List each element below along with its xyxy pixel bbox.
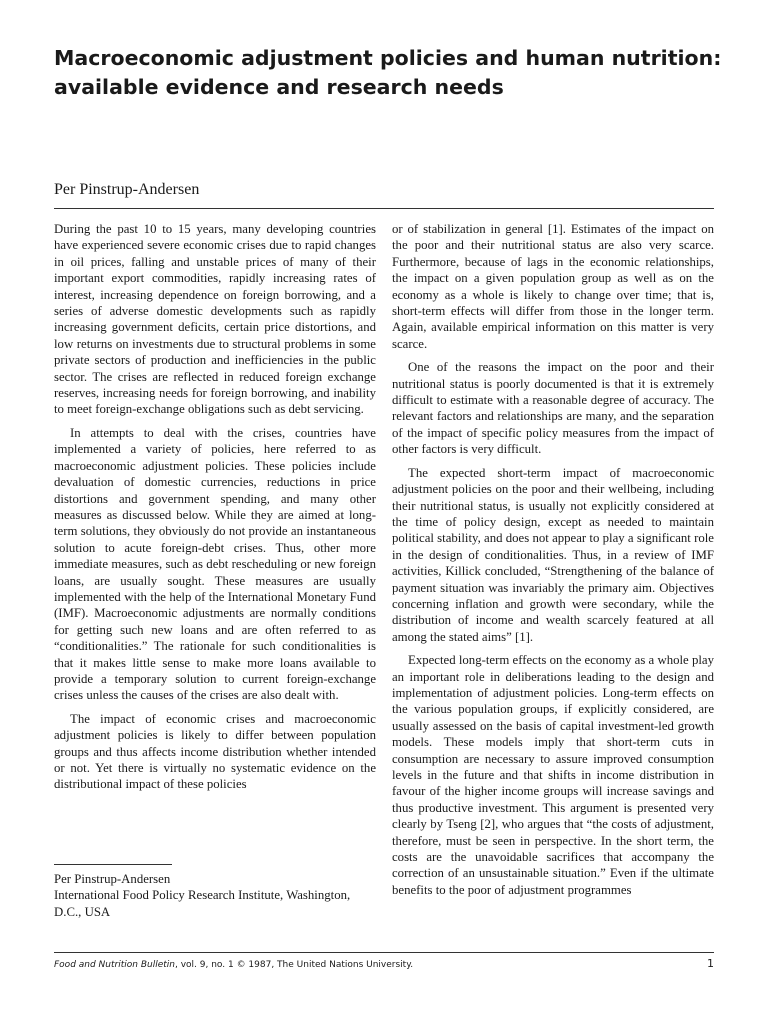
- paragraph: In attempts to deal with the crises, countries have implemented a variety of policies, here referred to as macroeconomic adjustment policies. These policies include devaluation of domestic currencies, reductions in price distortions and government spending, and many other measures as discussed below. While they are aimed at long-term solutions, they obviously do not provide an instantaneous solution to acute foreign-debt crises. Thus, other more immediate measures, such as debt rescheduling or new foreign loans, are usually sought. These measures are usually implemented with the help of the International Monetary Fund (IMF). Macroeconomic adjustments are normally conditions for getting such new loans and are often referred to as “conditionalities.” The rationale for such conditionalities is that it makes little sense to make more loans available to provide a temporary solution to current foreign-exchange crises unless the causes of the crises are also dealt with.: [54, 425, 376, 703]
- paragraph: The expected short-term impact of macroeconomic adjustment policies on the poor and their wellbeing, including their nutritional status, is usually not explicitly considered at the time of policy design, except as needed to maintain political stability, and does not appear to play a significant role in the design of conditionalities. Thus, in a review of IMF activities, Killick concluded, “Strengthening of the balance of payment situation was invariably the primary aim. Objectives concerning inflation and growth were secondary, while the distribution of income and wealth scarcely featured at all among the stated aims” [1].: [392, 465, 714, 644]
- page-number: 1: [707, 957, 714, 970]
- paragraph: One of the reasons the impact on the poor and their nutritional status is poorly documented is that it is extremely difficult to estimate with a reasonable degree of accuracy. The relevant factors and relationships are many, and the separation of the impact of specific policy measures from the impact of other factors is very difficult.: [392, 360, 714, 457]
- author-footnote: [54, 871, 376, 920]
- paragraph: or of stabilization in general [1]. Estimates of the impact on the poor and their nutritional status are also very scarce. Furthermore, because of lags in the economic relationships, the impact on a given population group as well as on the economy as a whole is likely to change over time; that is, short-term effects will differ from those in the longer term. Again, available empirical information on this matter is very scarce.: [392, 222, 714, 351]
- header-divider: [54, 208, 714, 209]
- journal-citation: [54, 958, 413, 972]
- citation-details: , vol. 9, no. 1 © 1987, The United Nations University.: [174, 960, 414, 970]
- footnote-affiliation-line-2: D.C., USA: [54, 904, 111, 919]
- title-line-1: Macroeconomic adjustment policies and human nutrition:: [54, 46, 722, 70]
- paragraph: Expected long-term effects on the economy as a whole play an important role in deliberations leading to the design and implementation of adjustment policies. Long-term effects on the various population groups, if explicitly considered, are usually assessed on the basis of capital investment-led growth models. These models imply that short-term cuts in consumption are necessary to assure improved consumption levels in the future and that shifts in income distribution in favour of the higher income groups will increase savings and thus productive investment. This argument is presented very clearly by Tseng [2], who argues that “the costs of adjustment, therefore, must be seen in perspective. In the short term, the costs are the unavoidable sacrifices that accompany the correction of an unsustainable situation.” Even if the ultimate benefits to the poor of adjustment programmes: [392, 653, 714, 897]
- right-column: [392, 221, 714, 905]
- paragraph: The impact of economic crises and macroeconomic adjustment policies is likely to differ between population groups and thus affects income distribution whether intended or not. Yet there is virtually no systematic evidence on the distributional impact of these policies: [54, 711, 376, 792]
- footnote-name: Per Pinstrup-Andersen: [54, 872, 171, 886]
- paragraph: During the past 10 to 15 years, many developing countries have experienced severe economic crises due to rapid changes in oil prices, falling and unstable prices of many of their important export commodities, rapidly increasing rates of interest, increasing dependence on foreign borrowing, and a series of adverse domestic developments such as rapidly increasing government deficits, certain price distortions, and low returns on investments due to structural problems in some private sectors of production and inefficiencies in the public sector. The crises are reflected in reduced foreign exchange reserves, increasing needs for foreign borrowing, and inability to meet foreign-exchange obligations such as debt servicing.: [54, 222, 376, 417]
- article-title: [54, 44, 734, 102]
- title-line-2: available evidence and research needs: [54, 75, 504, 99]
- journal-name: Food and Nutrition Bulletin: [54, 960, 175, 970]
- left-column: [54, 221, 376, 800]
- footnote-divider: [54, 864, 172, 865]
- footnote-affiliation-line-1: International Food Policy Research Institute, Washington,: [54, 888, 351, 903]
- author-byline: Per Pinstrup-Andersen: [54, 181, 200, 198]
- footer-divider: [54, 952, 714, 953]
